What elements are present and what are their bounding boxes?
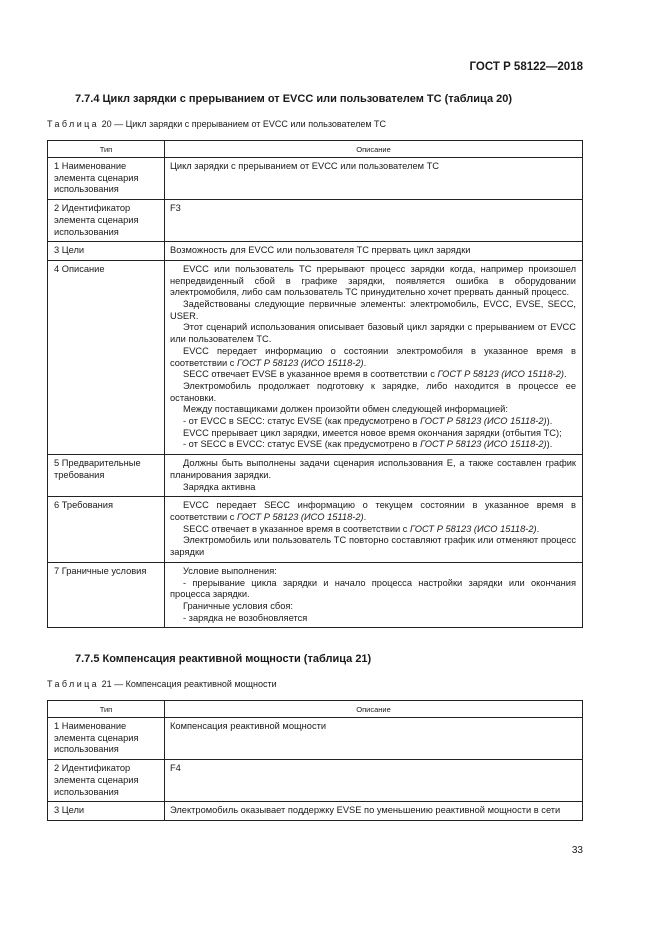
table-row (48, 260, 583, 454)
description-paragraph (170, 346, 576, 369)
description-paragraph (170, 805, 576, 817)
description-text: Должны быть выполнены задачи сценария использования Е, а также составлен график планирования зарядки. (170, 458, 576, 480)
row-description-cell (165, 760, 583, 802)
row-type-cell: 4 Описание (48, 260, 165, 454)
row-description-cell (165, 200, 583, 242)
description-text: Электромобиль или пользователь ТС повторно составляют график или отменяют процесс зарядки (170, 535, 576, 558)
table-row (48, 242, 583, 261)
caption-text: 21 — Компенсация реактивной мощности (101, 679, 277, 689)
row-type-cell: 5 Предварительные требования (48, 455, 165, 497)
row-type-cell: 1 Наименование элемента сценария использования (48, 158, 165, 200)
row-type-cell: 6 Требования (48, 497, 165, 563)
table-20-body (48, 158, 583, 628)
description-text: Этот сценарий использования описывает базовый цикл зарядки с прерыванием от EVCC или пользователем ТС. (170, 322, 576, 345)
description-text: Возможность для EVCC или пользователя ТС прервать цикл зарядки (170, 245, 471, 256)
caption-label: Таблица (47, 119, 100, 129)
description-paragraph (170, 613, 576, 625)
description-text: ). (546, 439, 553, 450)
row-type-cell: 7 Граничные условия (48, 562, 165, 628)
table-20-caption (47, 119, 386, 129)
description-paragraph (170, 161, 576, 173)
table-row (48, 718, 583, 760)
description-text: . (564, 369, 567, 380)
description-text: - от EVCC в SECC: статус EVSE (как предусмотрено в (183, 416, 421, 427)
description-paragraph (170, 322, 576, 345)
section-title-7-7-5: 7.7.5 Компенсация реактивной мощности (таблица 21) (75, 653, 372, 665)
description-text: - от SECC в EVCC: статус EVSE (как предусмотрено в (183, 439, 421, 450)
description-text: Электромобиль продолжает подготовку к зарядке, либо находится в процессе ее остановки. (170, 380, 576, 403)
description-text: Зарядка активна (183, 481, 256, 492)
row-description-cell (165, 455, 583, 497)
description-text: EVCC передает SECC информацию о текущем состоянии в указанное время в соответствии с (170, 500, 576, 522)
standard-reference: ГОСТ Р 58123 (ИСО 15118-2) (437, 369, 564, 380)
description-text: F3 (170, 203, 181, 214)
description-paragraph (170, 428, 576, 440)
table-row (48, 158, 583, 200)
description-paragraph (170, 439, 576, 451)
standard-reference: ГОСТ Р 58123 (ИСО 15118-2) (237, 511, 364, 522)
description-paragraph (170, 763, 576, 775)
description-text: Компенсация реактивной мощности (170, 721, 327, 731)
row-type-cell: 3 Цели (48, 802, 165, 821)
row-type-cell: 2 Идентификатор элемента сценария использования (48, 200, 165, 242)
row-type-cell: 3 Цели (48, 242, 165, 261)
table-row (48, 562, 583, 628)
table-21-caption (47, 679, 277, 689)
description-text: ). (546, 416, 553, 427)
description-paragraph (170, 381, 576, 404)
description-paragraph (170, 264, 576, 299)
table-row (48, 455, 583, 497)
section-title-7-7-4: 7.7.4 Цикл зарядки с прерыванием от EVCC или пользователем ТС (таблица 20) (75, 93, 513, 105)
standard-reference: ГОСТ Р 58123 (ИСО 15118-2) (410, 523, 537, 534)
description-paragraph (170, 601, 576, 613)
table-20 (47, 140, 583, 628)
description-paragraph (170, 721, 576, 733)
column-header-description: Описание (165, 141, 583, 158)
table-21 (47, 700, 583, 821)
column-header-type: Тип (48, 141, 165, 158)
row-description-cell (165, 242, 583, 261)
row-description-cell (165, 718, 583, 760)
description-paragraph (170, 458, 576, 481)
description-text: EVCC прерывает цикл зарядки, имеется новое время окончания зарядки (отбытия ТС); (183, 427, 562, 438)
description-text: Задействованы следующие первичные элементы: электромобиль, EVCC, EVSE, SECC, USER. (170, 299, 576, 321)
caption-label: Таблица (47, 679, 100, 689)
table-row (48, 497, 583, 563)
standard-header: ГОСТ Р 58122—2018 (469, 61, 583, 73)
description-paragraph (170, 524, 576, 536)
description-paragraph (170, 299, 576, 322)
description-paragraph (170, 578, 576, 601)
description-text: EVCC или пользователь ТС прерывают процесс зарядки когда, например произошел непредвиденный сбой в графике зарядки, появляется ошибка в оборудовании электромобиля, либо сам пользователь ТС принудительно хочет прервать данный процесс. (170, 263, 576, 298)
row-description-cell (165, 260, 583, 454)
description-paragraph (170, 203, 576, 215)
description-text: . (363, 357, 367, 368)
description-paragraph (170, 416, 576, 428)
description-text: Между поставщиками должен произойти обмен следующей информацией: (183, 404, 508, 415)
description-text: - зарядка не возобновляется (183, 612, 308, 623)
description-paragraph (170, 369, 576, 381)
description-text: - прерывание цикла зарядки и начало процесса настройки зарядки или окончания процесса зарядки. (170, 577, 576, 600)
standard-reference: ГОСТ Р 58123 (ИСО 15118-2) (420, 416, 547, 427)
description-text: Граничные условия сбоя: (183, 600, 293, 611)
column-header-description: Описание (165, 701, 583, 718)
description-paragraph (170, 566, 576, 578)
description-text: SECC отвечает EVSE в указанное время в соответствии с (183, 369, 438, 380)
table-row (48, 802, 583, 821)
row-description-cell (165, 158, 583, 200)
description-text: Цикл зарядки с прерыванием от EVCC или пользователем ТС (170, 161, 439, 171)
table-row (48, 760, 583, 802)
row-type-cell: 1 Наименование элемента сценария использования (48, 718, 165, 760)
description-paragraph (170, 404, 576, 416)
column-header-type: Тип (48, 701, 165, 718)
description-text: EVCC передает информацию о состоянии электромобиля в указанное время в соответствии с (170, 345, 576, 368)
row-description-cell (165, 562, 583, 628)
description-text: Электромобиль оказывает поддержку EVSE по уменьшению реактивной мощности в сети (170, 805, 561, 816)
standard-reference: ГОСТ Р 58123 (ИСО 15118-2) (420, 439, 547, 450)
page-number: 33 (571, 845, 583, 856)
table-21-body (48, 718, 583, 821)
description-paragraph (170, 535, 576, 558)
description-text: F4 (170, 763, 181, 774)
description-paragraph (170, 245, 576, 257)
standard-reference: ГОСТ Р 58123 (ИСО 15118-2) (237, 357, 364, 368)
description-text: . (363, 511, 367, 522)
caption-text: 20 — Цикл зарядки с прерыванием от EVCC или пользователем ТС (101, 119, 387, 129)
description-text: . (536, 523, 540, 534)
description-paragraph (170, 482, 576, 494)
table-header-row (48, 701, 583, 718)
table-header-row (48, 141, 583, 158)
row-type-cell: 2 Идентификатор элемента сценария использования (48, 760, 165, 802)
table-row (48, 200, 583, 242)
description-paragraph (170, 500, 576, 523)
row-description-cell (165, 802, 583, 821)
row-description-cell (165, 497, 583, 563)
description-text: SECC отвечает в указанное время в соответствии с (183, 523, 411, 534)
description-text: Условие выполнения: (183, 565, 277, 576)
